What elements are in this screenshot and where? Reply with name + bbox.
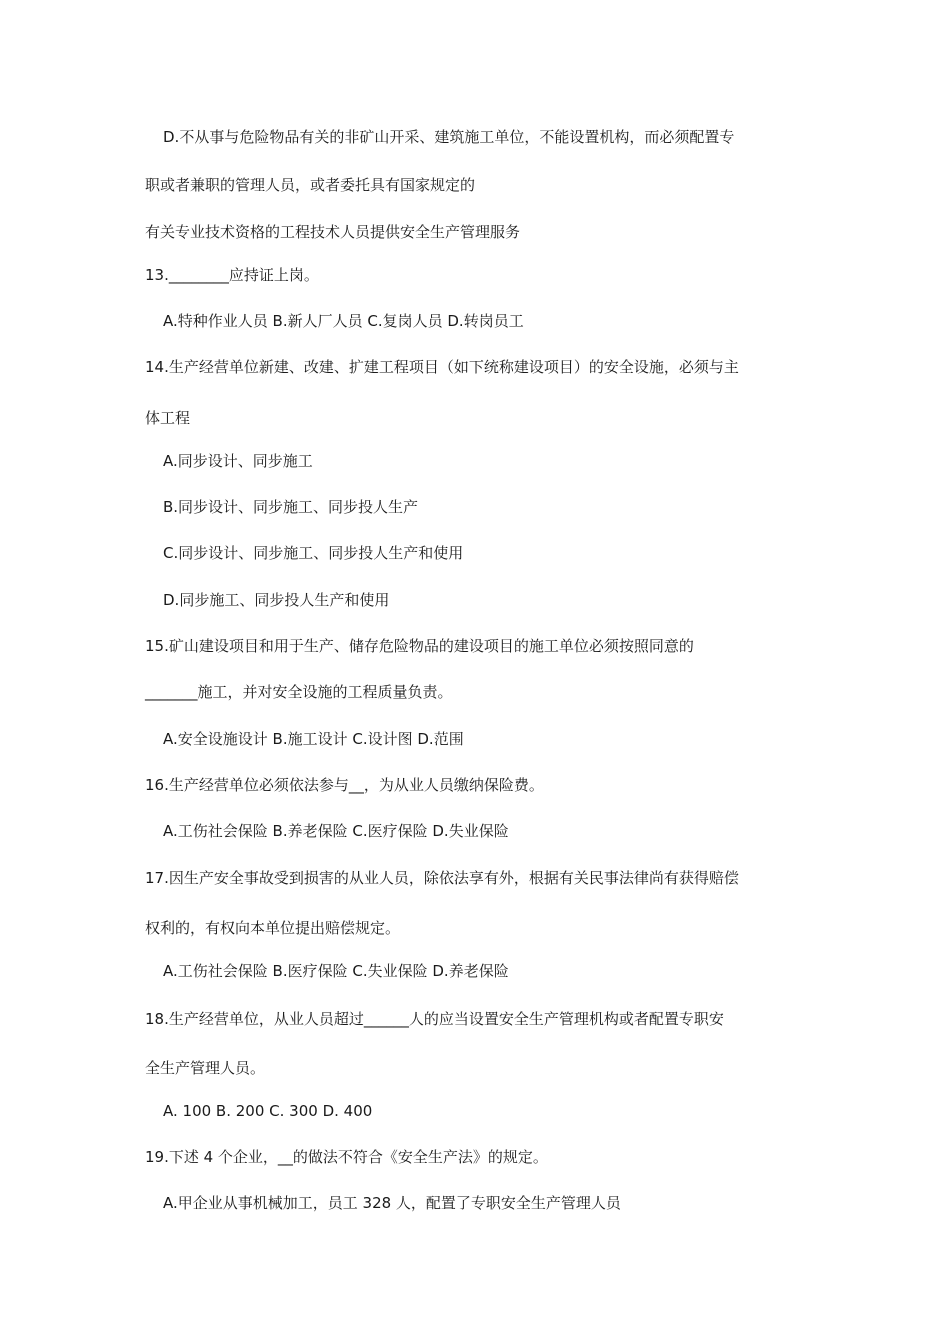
- question-19-option-a: A.甲企业从事机械加工，员工 328 人，配置了专职安全生产管理人员: [163, 1194, 621, 1212]
- question-13-options: A.特种作业人员 B.新人厂人员 C.复岗人员 D.转岗员工: [163, 312, 524, 330]
- question-15: 15.矿山建设项目和用于生产、储存危险物品的建设项目的施工单位必须按照同意的: [145, 637, 694, 655]
- question-19: 19.下述 4 个企业，__的做法不符合《安全生产法》的规定。: [145, 1148, 548, 1166]
- question-14: 14.生产经营单位新建、改建、扩建工程项目（如下统称建设项目）的安全设施，必须与主: [145, 358, 739, 376]
- question-14-option-d: D.同步施工、同步投人生产和使用: [163, 591, 390, 609]
- question-15-options: A.安全设施设计 B.施工设计 C.设计图 D.范围: [163, 730, 464, 748]
- question-14-continued: 体工程: [145, 409, 191, 427]
- question-18-continued: 全生产管理人员。: [145, 1059, 266, 1077]
- text-line-option-d: D.不从事与危险物品有关的非矿山开采、建筑施工单位，不能设置机构，而必须配置专: [163, 128, 735, 146]
- question-15-continued: _______施工，并对安全设施的工程质量负责。: [145, 683, 453, 701]
- question-17: 17.因生产安全事故受到损害的从业人员，除依法享有外，根据有关民事法律尚有获得赔偿: [145, 869, 739, 887]
- text-line: 有关专业技术资格的工程技术人员提供安全生产管理服务: [145, 223, 521, 241]
- question-13: 13.________应持证上岗。: [145, 266, 319, 284]
- question-17-continued: 权利的，有权向本单位提出赔偿规定。: [145, 919, 401, 937]
- question-16-options: A.工伤社会保险 B.养老保险 C.医疗保险 D.失业保险: [163, 822, 509, 840]
- question-18: 18.生产经营单位，从业人员超过______人的应当设置安全生产管理机构或者配置专职安: [145, 1010, 724, 1028]
- question-17-options: A.工伤社会保险 B.医疗保险 C.失业保险 D.养老保险: [163, 962, 509, 980]
- question-16: 16.生产经营单位必须依法参与__，为从业人员缴纳保险费。: [145, 776, 544, 794]
- question-18-options: A. 100 B. 200 C. 300 D. 400: [163, 1102, 373, 1120]
- question-14-option-c: C.同步设计、同步施工、同步投人生产和使用: [163, 544, 464, 562]
- text-line: 职或者兼职的管理人员，或者委托具有国家规定的: [145, 176, 476, 194]
- question-14-option-b: B.同步设计、同步施工、同步投人生产: [163, 498, 419, 516]
- question-14-option-a: A.同步设计、同步施工: [163, 452, 313, 470]
